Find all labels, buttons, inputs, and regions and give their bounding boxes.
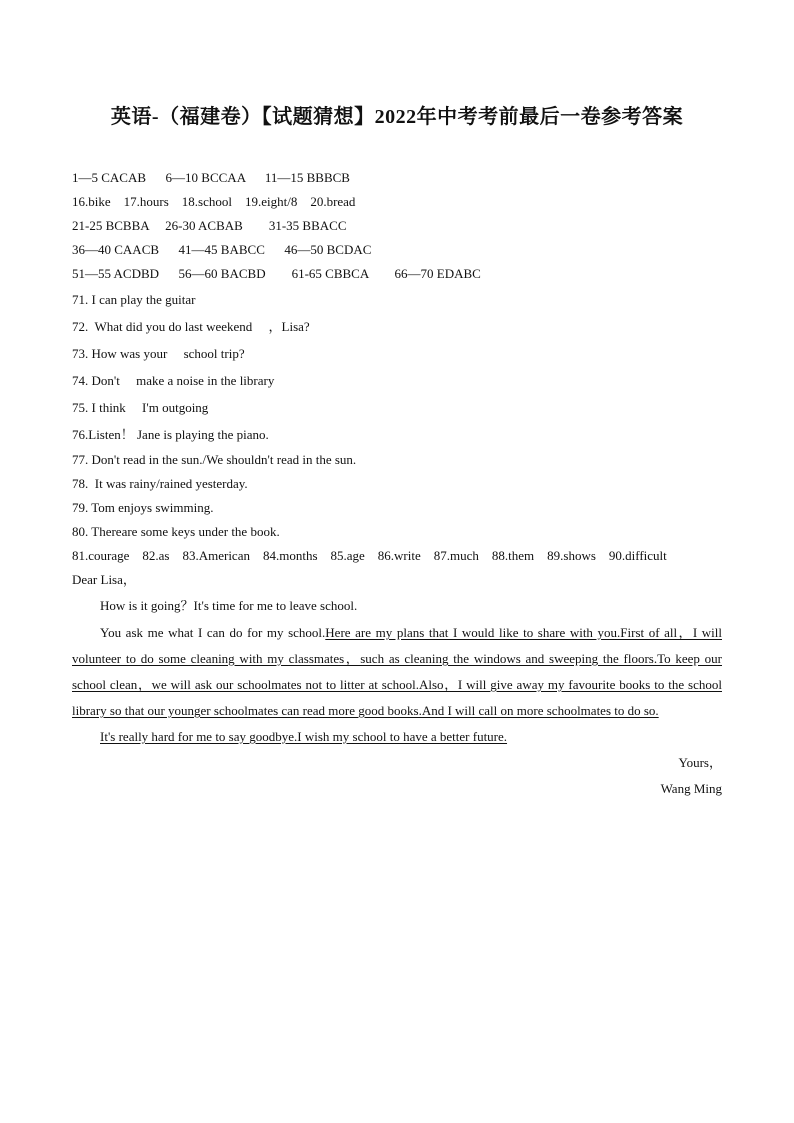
letter-paragraph bbox=[72, 724, 722, 750]
answer-line: 51—55 ACDBD 56—60 BACBD 61-65 CBBCA 66—70 EDABC bbox=[72, 266, 481, 281]
multiple-choice-answers bbox=[72, 166, 722, 286]
letter-greeting: Dear Lisa， bbox=[72, 572, 136, 587]
sentence-answer: 78. It was rainy/rained yesterday. bbox=[72, 476, 248, 491]
answer-line: 21-25 BCBBA 26-30 ACBAB 31-35 BBACC bbox=[72, 218, 347, 233]
letter-sentence: You ask me what I can do for my school. bbox=[100, 625, 326, 640]
answer-key-body bbox=[72, 166, 722, 802]
letter-paragraph bbox=[72, 620, 722, 724]
sentence-answers bbox=[72, 286, 722, 568]
sentence-answer: 79. Tom enjoys swimming. bbox=[72, 500, 214, 515]
page-title: 英语-（福建卷）【试题猜想】2022年中考考前最后一卷参考答案 bbox=[110, 106, 684, 128]
underlined-passage: Here are my plans that I would like to share with you.First of all，I will volunteer to do some cleaning with my classmates，such as cleaning the windows and sweeping the floors.To keep our school clean，we will ask our schoolmates not to litter at school.Also，I will give away my favourite books to the school library so that our younger schoolmates can read more good books.And I will call on more schoolmates to do so. bbox=[72, 625, 722, 718]
answer-line: 36—40 CAACB 41—45 BABCC 46—50 BCDAC bbox=[72, 242, 372, 257]
cloze-answers: 81.courage 82.as 83.American 84.months 85.age 86.write 87.much 88.them 89.shows 90.difficult bbox=[72, 548, 667, 563]
sentence-answer: 71. I can play the guitar bbox=[72, 292, 196, 307]
sentence-answer: 72. What did you do last weekend ，Lisa? bbox=[72, 319, 310, 334]
sentence-answer: 73. How was your school trip? bbox=[72, 346, 245, 361]
sentence-answer: 74. Don't make a noise in the library bbox=[72, 373, 275, 388]
sentence-answer: 75. I think I'm outgoing bbox=[72, 400, 209, 415]
letter-closing: Yours， bbox=[678, 755, 722, 770]
answer-line: 16.bike 17.hours 18.school 19.eight/8 20.bread bbox=[72, 194, 356, 209]
underlined-passage: It's really hard for me to say goodbye.I wish my school to have a better future. bbox=[100, 729, 508, 744]
letter-paragraph: How is it going？It's time for me to leave school. bbox=[100, 598, 358, 613]
sentence-answer: 76.Listen！ Jane is playing the piano. bbox=[72, 427, 269, 442]
model-essay-letter bbox=[72, 568, 722, 802]
sentence-answer: 80. Thereare some keys under the book. bbox=[72, 524, 280, 539]
answer-line: 1—5 CACAB 6—10 BCCAA 11—15 BBBCB bbox=[72, 170, 350, 185]
letter-signature: Wang Ming bbox=[660, 781, 722, 796]
sentence-answer: 77. Don't read in the sun./We shouldn't read in the sun. bbox=[72, 452, 357, 467]
